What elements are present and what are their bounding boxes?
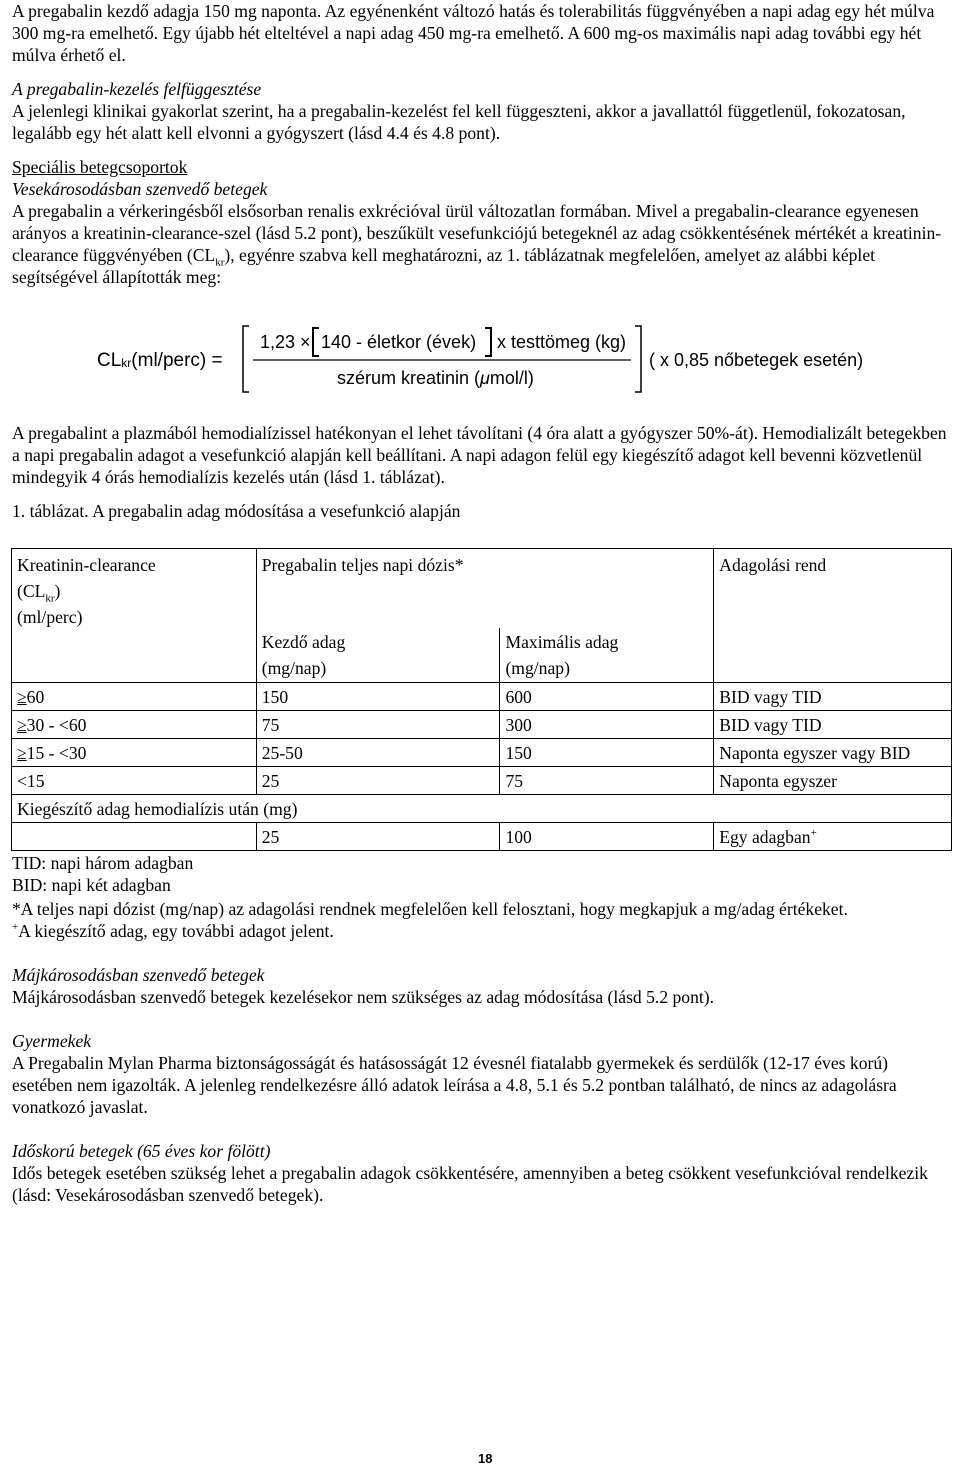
cell-regimen: Naponta egyszer vagy BID xyxy=(714,739,952,767)
cell-supp-regimen: Egy adagban+ xyxy=(714,823,952,851)
supplementary-dose-row xyxy=(12,823,952,851)
cell-supp-max: 100 xyxy=(500,823,714,851)
formula-weight-term: x testtömeg (kg) xyxy=(497,332,627,352)
cell-crcl: ≥30 - <60 xyxy=(12,711,257,739)
cell-supp-label: Kiegészítő adag hemodialízis után (mg) xyxy=(12,795,952,823)
cell-supp-empty xyxy=(12,823,257,851)
page-number: 18 xyxy=(478,1451,493,1466)
table-row xyxy=(12,683,952,711)
children-text: A Pregabalin Mylan Pharma biztonságosságát és hatásosságát 12 évesnél fiatalabb gyermekek és serdülők (12-17 éves korú) esetében nem igazolták. A jelenleg rendelkezésre álló adatok leírása a 4.8, 5.1 és 5.2 pontban található, de nincs az adagolásra vonatkozó javaslat. xyxy=(12,1053,897,1117)
special-groups-heading: Speciális betegcsoportok xyxy=(12,157,188,177)
header-crcl: Kreatinin-clearance $(CL_{kr})$ (ml/perc) xyxy=(12,549,257,683)
cell-max: 300 xyxy=(500,711,714,739)
intro-paragraph: A pregabalin kezdő adagja 150 mg naponta. Az egyénenként változó hatás és tolerabilitás függvényében a napi adag egy hét múlva 300 mg-ra emelhető. Egy újabb hét elteltével a napi adag 450 mg-ra emelhető. A 600 mg-os maximális napi adag további egy hét múlva érhető el. xyxy=(12,1,935,65)
formula-coefficient: 1,23 × xyxy=(260,332,311,352)
footnote-tid: TID: napi három adagban xyxy=(12,853,194,873)
cell-crcl: ≥15 - <30 xyxy=(12,739,257,767)
table-row xyxy=(12,739,952,767)
table-header-row xyxy=(12,549,952,629)
footnote-plus: +A kiegészítő adag, egy további adagot jelent. xyxy=(12,921,334,941)
table-row xyxy=(12,711,952,739)
cell-start: 75 xyxy=(256,711,500,739)
outer-bracket-right xyxy=(635,326,641,392)
footnote-star: *A teljes napi dózist (mg/nap) az adagolási rendnek megfelelően kell felosztani, hogy megkapjuk a mg/adag értékeket. xyxy=(12,899,848,919)
header-start-dose: Kezdő adag (mg/nap) xyxy=(256,628,500,683)
cell-start: 25-50 xyxy=(256,739,500,767)
elderly-text: Idős betegek esetében szükség lehet a pregabalin adagok csökkentésére, amennyiben a beteg csökkent vesefunkcióval rendelkezik (lásd: Vesekárosodásban szenvedő betegek). xyxy=(12,1163,928,1205)
creatinine-clearance-formula xyxy=(12,288,952,422)
header-regimen: Adagolási rend xyxy=(714,549,952,683)
cell-crcl: ≥60 xyxy=(12,683,257,711)
cell-supp-start: 25 xyxy=(256,823,500,851)
discontinuation-text: A jelenlegi klinikai gyakorlat szerint, ha a pregabalin-kezelést fel kell függeszteni, akkor a javallattól függetlenül, fokozatosan, legalább egy hét alatt kell elvonni a gyógyszert (lásd 4.4 és 4.8 pont). xyxy=(12,101,906,143)
elderly-heading: Időskorú betegek (65 éves kor fölött) xyxy=(12,1141,271,1161)
inner-bracket-right xyxy=(485,328,491,356)
formula-female-note: ( x 0,85 nőbetegek esetén) xyxy=(649,350,864,370)
footnote-bid: BID: napi két adagban xyxy=(12,875,171,895)
dose-adjustment-table xyxy=(11,548,952,851)
cell-start: 150 xyxy=(256,683,500,711)
formula-graphic xyxy=(97,324,897,394)
cell-regimen: Naponta egyszer xyxy=(714,767,952,795)
cell-max: 600 xyxy=(500,683,714,711)
cell-max: 150 xyxy=(500,739,714,767)
table-footnotes xyxy=(12,852,952,942)
renal-heading: Vesekárosodásban szenvedő betegek xyxy=(12,179,268,199)
supplementary-dose-label-row xyxy=(12,795,952,823)
cell-crcl: <15 xyxy=(12,767,257,795)
cell-max: 75 xyxy=(500,767,714,795)
discontinuation-heading: A pregabalin-kezelés felfüggesztése xyxy=(12,79,262,99)
hepatic-text: Májkárosodásban szenvedő betegek kezelésekor nem szükséges az adag módosítása (lásd 5.2 pont). xyxy=(12,987,715,1007)
formula-denominator: szérum kreatinin (μmol/l) xyxy=(337,368,534,388)
outer-bracket-left xyxy=(243,326,249,392)
children-heading: Gyermekek xyxy=(12,1031,92,1051)
hepatic-heading: Májkárosodásban szenvedő betegek xyxy=(12,965,265,985)
header-max-dose: Maximális adag (mg/nap) xyxy=(500,628,714,683)
cell-regimen: BID vagy TID xyxy=(714,711,952,739)
document-page xyxy=(12,0,952,1206)
table-caption: 1. táblázat. A pregabalin adag módosítása a vesefunkció alapján xyxy=(12,501,461,521)
table-row xyxy=(12,767,952,795)
cell-regimen: BID vagy TID xyxy=(714,683,952,711)
inner-bracket-left xyxy=(313,328,319,356)
renal-text: A pregabalin a vérkeringésből elsősorban renalis exkrécióval ürül változatlan formában. Mivel a pregabalin-clearance egyenesen arányos a kreatinin-clearance-szel (lásd 5.2 pont), beszűkült vesefunkciójú betegeknél az adag csökkentésének mértékét a kreatinin-clearance függvényében $(CL_{kr})$, egyénre szabva kell meghatározni, az 1. táblázatnak megfelelően, amelyet az alábbi képlet segítségével állapították meg: xyxy=(12,201,942,287)
formula-lhs: CLkr(ml/perc) = xyxy=(97,350,223,371)
dialysis-text: A pregabalint a plazmából hemodialízissel hatékonyan el lehet távolítani (4 óra alatt a gyógyszer 50%-át). Hemodializált betegekben a napi pregabalin adagot a vesefunkció alapján kell beállítani. A napi adagon felül egy kiegészítő adagot kell bevenni közvetlenül mindegyik 4 órás hemodialízis kezelés után (lásd 1. táblázat). xyxy=(12,423,947,487)
cell-start: 25 xyxy=(256,767,500,795)
formula-age-term: 140 - életkor (évek) xyxy=(321,332,477,352)
header-daily-dose: Pregabalin teljes napi dózis* xyxy=(256,549,714,629)
